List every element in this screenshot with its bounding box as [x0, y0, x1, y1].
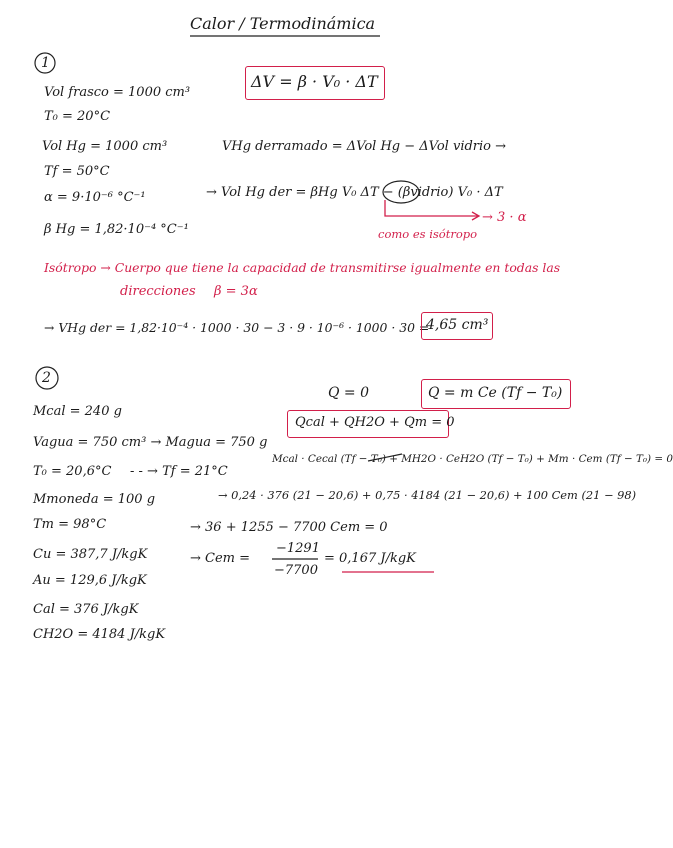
cem-denominator: −7700 — [274, 563, 318, 578]
p2-tf-arrow: - - → Tf = 21°C — [130, 464, 228, 479]
definition-beta: β = 3α — [214, 284, 258, 299]
sum-line: → 36 + 1255 − 7700 Cem = 0 — [190, 520, 388, 535]
formula-dilatation: ΔV = β · V₀ · ΔT — [251, 72, 378, 91]
derramado-equation: VHg derramado = ΔVol Hg − ΔVol vidrio → — [222, 139, 507, 154]
problem-2-number: 2 — [42, 370, 51, 386]
p1-given-beta-hg: β Hg = 1,82·10⁻⁴ °C⁻¹ — [44, 222, 189, 237]
problem-1-number: 1 — [41, 55, 50, 71]
p1-given-vol-frasco: Vol frasco = 1000 cm³ — [44, 85, 191, 100]
definition-directions: direcciones — [120, 284, 196, 299]
cem-result: = 0,167 J/kgK — [324, 551, 416, 566]
q-zero: Q = 0 — [328, 385, 370, 401]
p1-given-t0: T₀ = 20°C — [44, 109, 111, 124]
result-calculation: → VHg der = 1,82·10⁻⁴ · 1000 · 30 − 3 · 9 · 10⁻⁶ · 1000 · 30 = — [44, 320, 430, 335]
q-sum: Qcal + QH2O + Qm = 0 — [295, 415, 455, 430]
p2-given-tm: Tm = 98°C — [33, 517, 107, 532]
p2-given-mcal: Mcal = 240 g — [33, 404, 122, 419]
expanded-formula: Mcal · Cecal (Tf − T₀) + MH2O · CeH2O (Tf − T₀) + Mm · Cem (Tf − T₀) = 0 — [272, 453, 673, 465]
substitution: → 0,24 · 376 (21 − 20,6) + 0,75 · 4184 (21 − 20,6) + 100 Cem (21 − 98) — [218, 488, 637, 502]
vidrio-note: → 3 · α — [482, 210, 527, 225]
definition-isotropo: Isótropo → Cuerpo que tiene la capacidad de transmitirse igualmente en todas las — [44, 260, 561, 275]
cem-numerator: −1291 — [276, 541, 320, 556]
isotropo-note: como es isótropo — [378, 227, 478, 241]
p2-given-t0: T₀ = 20,6°C — [33, 464, 112, 479]
q-formula: Q = m Ce (Tf − T₀) — [428, 385, 563, 401]
p2-given-au: Au = 129,6 J/kgK — [33, 573, 147, 588]
derramado-step: → Vol Hg der = βHg V₀ ΔT − (βvidrio) V₀ · ΔT — [206, 185, 503, 200]
cem-label: → Cem = — [190, 551, 251, 566]
page-title: Calor / Termodinámica — [190, 14, 376, 33]
p2-given-mmoneda: Mmoneda = 100 g — [33, 492, 156, 507]
p2-given-cu: Cu = 387,7 J/kgK — [33, 547, 148, 562]
p1-given-vol-hg: Vol Hg = 1000 cm³ — [42, 139, 168, 154]
result-value: 4,65 cm³ — [426, 317, 489, 333]
p2-given-cal: Cal = 376 J/kgK — [33, 602, 139, 617]
p1-given-alpha: α = 9·10⁻⁶ °C⁻¹ — [44, 190, 146, 205]
p1-given-tf: Tf = 50°C — [44, 164, 110, 179]
p2-given-ch2o: CH2O = 4184 J/kgK — [33, 627, 166, 642]
p2-given-agua: Vagua = 750 cm³ → Magua = 750 g — [33, 435, 268, 450]
